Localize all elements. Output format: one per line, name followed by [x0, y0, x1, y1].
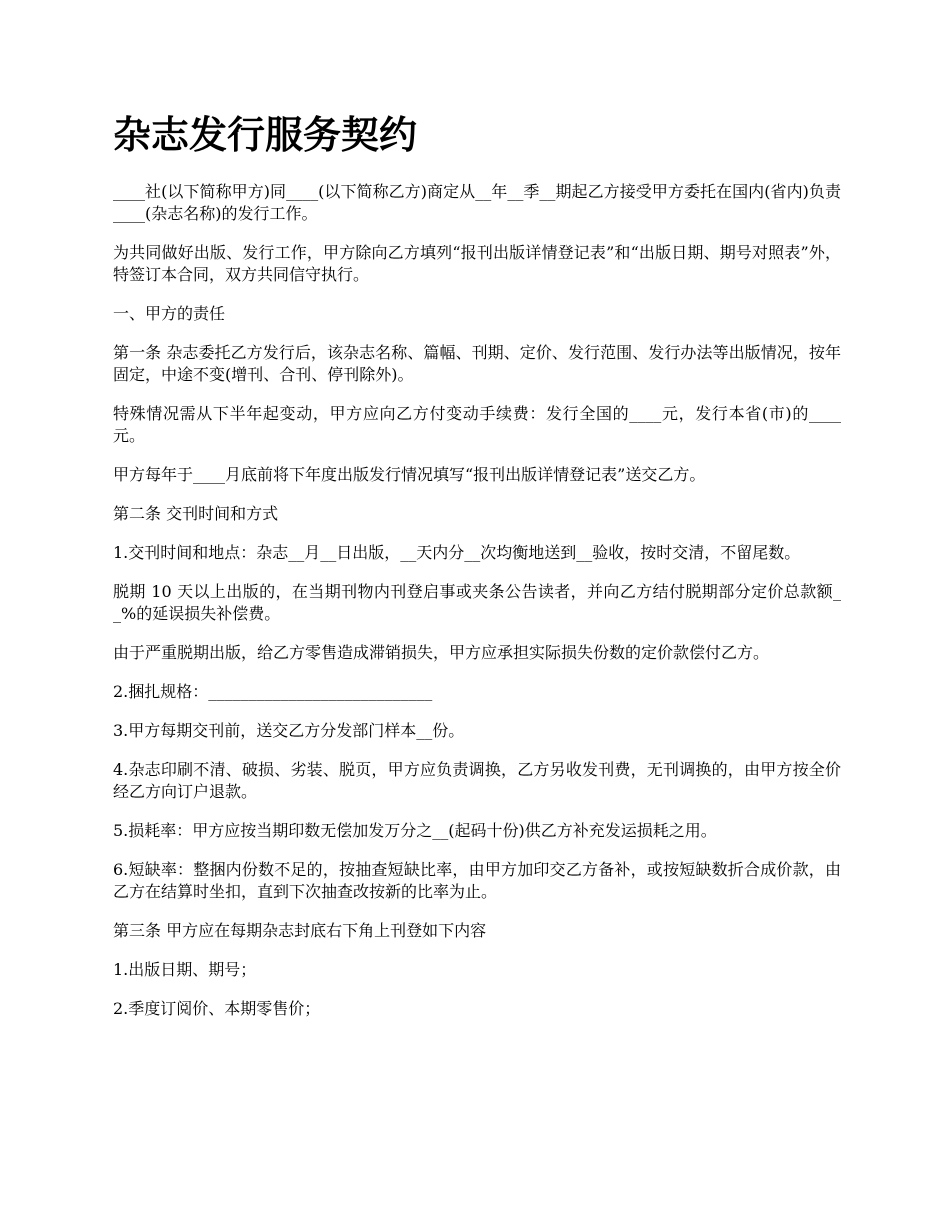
paragraph: 3.甲方每期交刊前，送交乙方分发部门样本__份。 — [113, 721, 465, 740]
paragraph: 1.交刊时间和地点：杂志__月__日出版，__天内分__次均衡地送到__验收，按时交清，不留尾数。 — [113, 543, 801, 562]
paragraph: 为共同做好出版、发行工作，甲方除向乙方填列“报刊出版详情登记表”和“出版日期、期号对照表”外，特签订本合同，双方共同信守执行。 — [113, 243, 841, 284]
paragraph: 2.季度订阅价、本期零售价； — [113, 999, 321, 1018]
paragraph: 特殊情况需从下半年起变动，甲方应向乙方付变动手续费：发行全国的____元，发行本省(市)的____元。 — [113, 404, 841, 445]
article-heading: 第三条 甲方应在每期杂志封底右下角上刊登如下内容 — [113, 921, 487, 940]
paragraph: 第一条 杂志委托乙方发行后，该杂志名称、篇幅、刊期、定价、发行范围、发行办法等出版情况，按年固定，中途不变(增刊、合刊、停刊除外)。 — [113, 343, 841, 384]
paragraph: 脱期 10 天以上出版的，在当期刊物内刊登启事或夹条公告读者，并向乙方结付脱期部分定价总款额__%的延误损失补偿费。 — [113, 582, 841, 623]
paragraph: 2.捆扎规格：____________________________ — [113, 682, 433, 701]
article-heading: 第二条 交刊时间和方式 — [113, 504, 279, 523]
document-title: 杂志发行服务契约 — [113, 113, 418, 157]
paragraph: 6.短缺率：整捆内份数不足的，按抽查短缺比率，由甲方加印交乙方备补，或按短缺数折合成价款，由乙方在结算时坐扣，直到下次抽查改按新的比率为止。 — [113, 860, 841, 901]
paragraph: 甲方每年于____月底前将下年度出版发行情况填写“报刊出版详情登记表”送交乙方。 — [113, 465, 706, 484]
section-heading: 一、甲方的责任 — [113, 304, 226, 323]
document-body — [113, 181, 841, 1037]
paragraph: ____社(以下简称甲方)同____(以下简称乙方)商定从__年__季__期起乙方接受甲方委托在国内(省内)负责____(杂志名称)的发行工作。 — [113, 182, 841, 223]
paragraph: 4.杂志印刷不清、破损、劣装、脱页，甲方应负责调换，乙方另收发刊费，无刊调换的，由甲方按全价经乙方向订户退款。 — [113, 760, 841, 801]
paragraph: 由于严重脱期出版，给乙方零售造成滞销损失，甲方应承担实际损失份数的定价款偿付乙方。 — [113, 643, 770, 662]
paragraph: 1.出版日期、期号； — [113, 960, 257, 979]
paragraph: 5.损耗率：甲方应按当期印数无偿加发万分之__(起码十份)供乙方补充发运损耗之用。 — [113, 821, 717, 840]
